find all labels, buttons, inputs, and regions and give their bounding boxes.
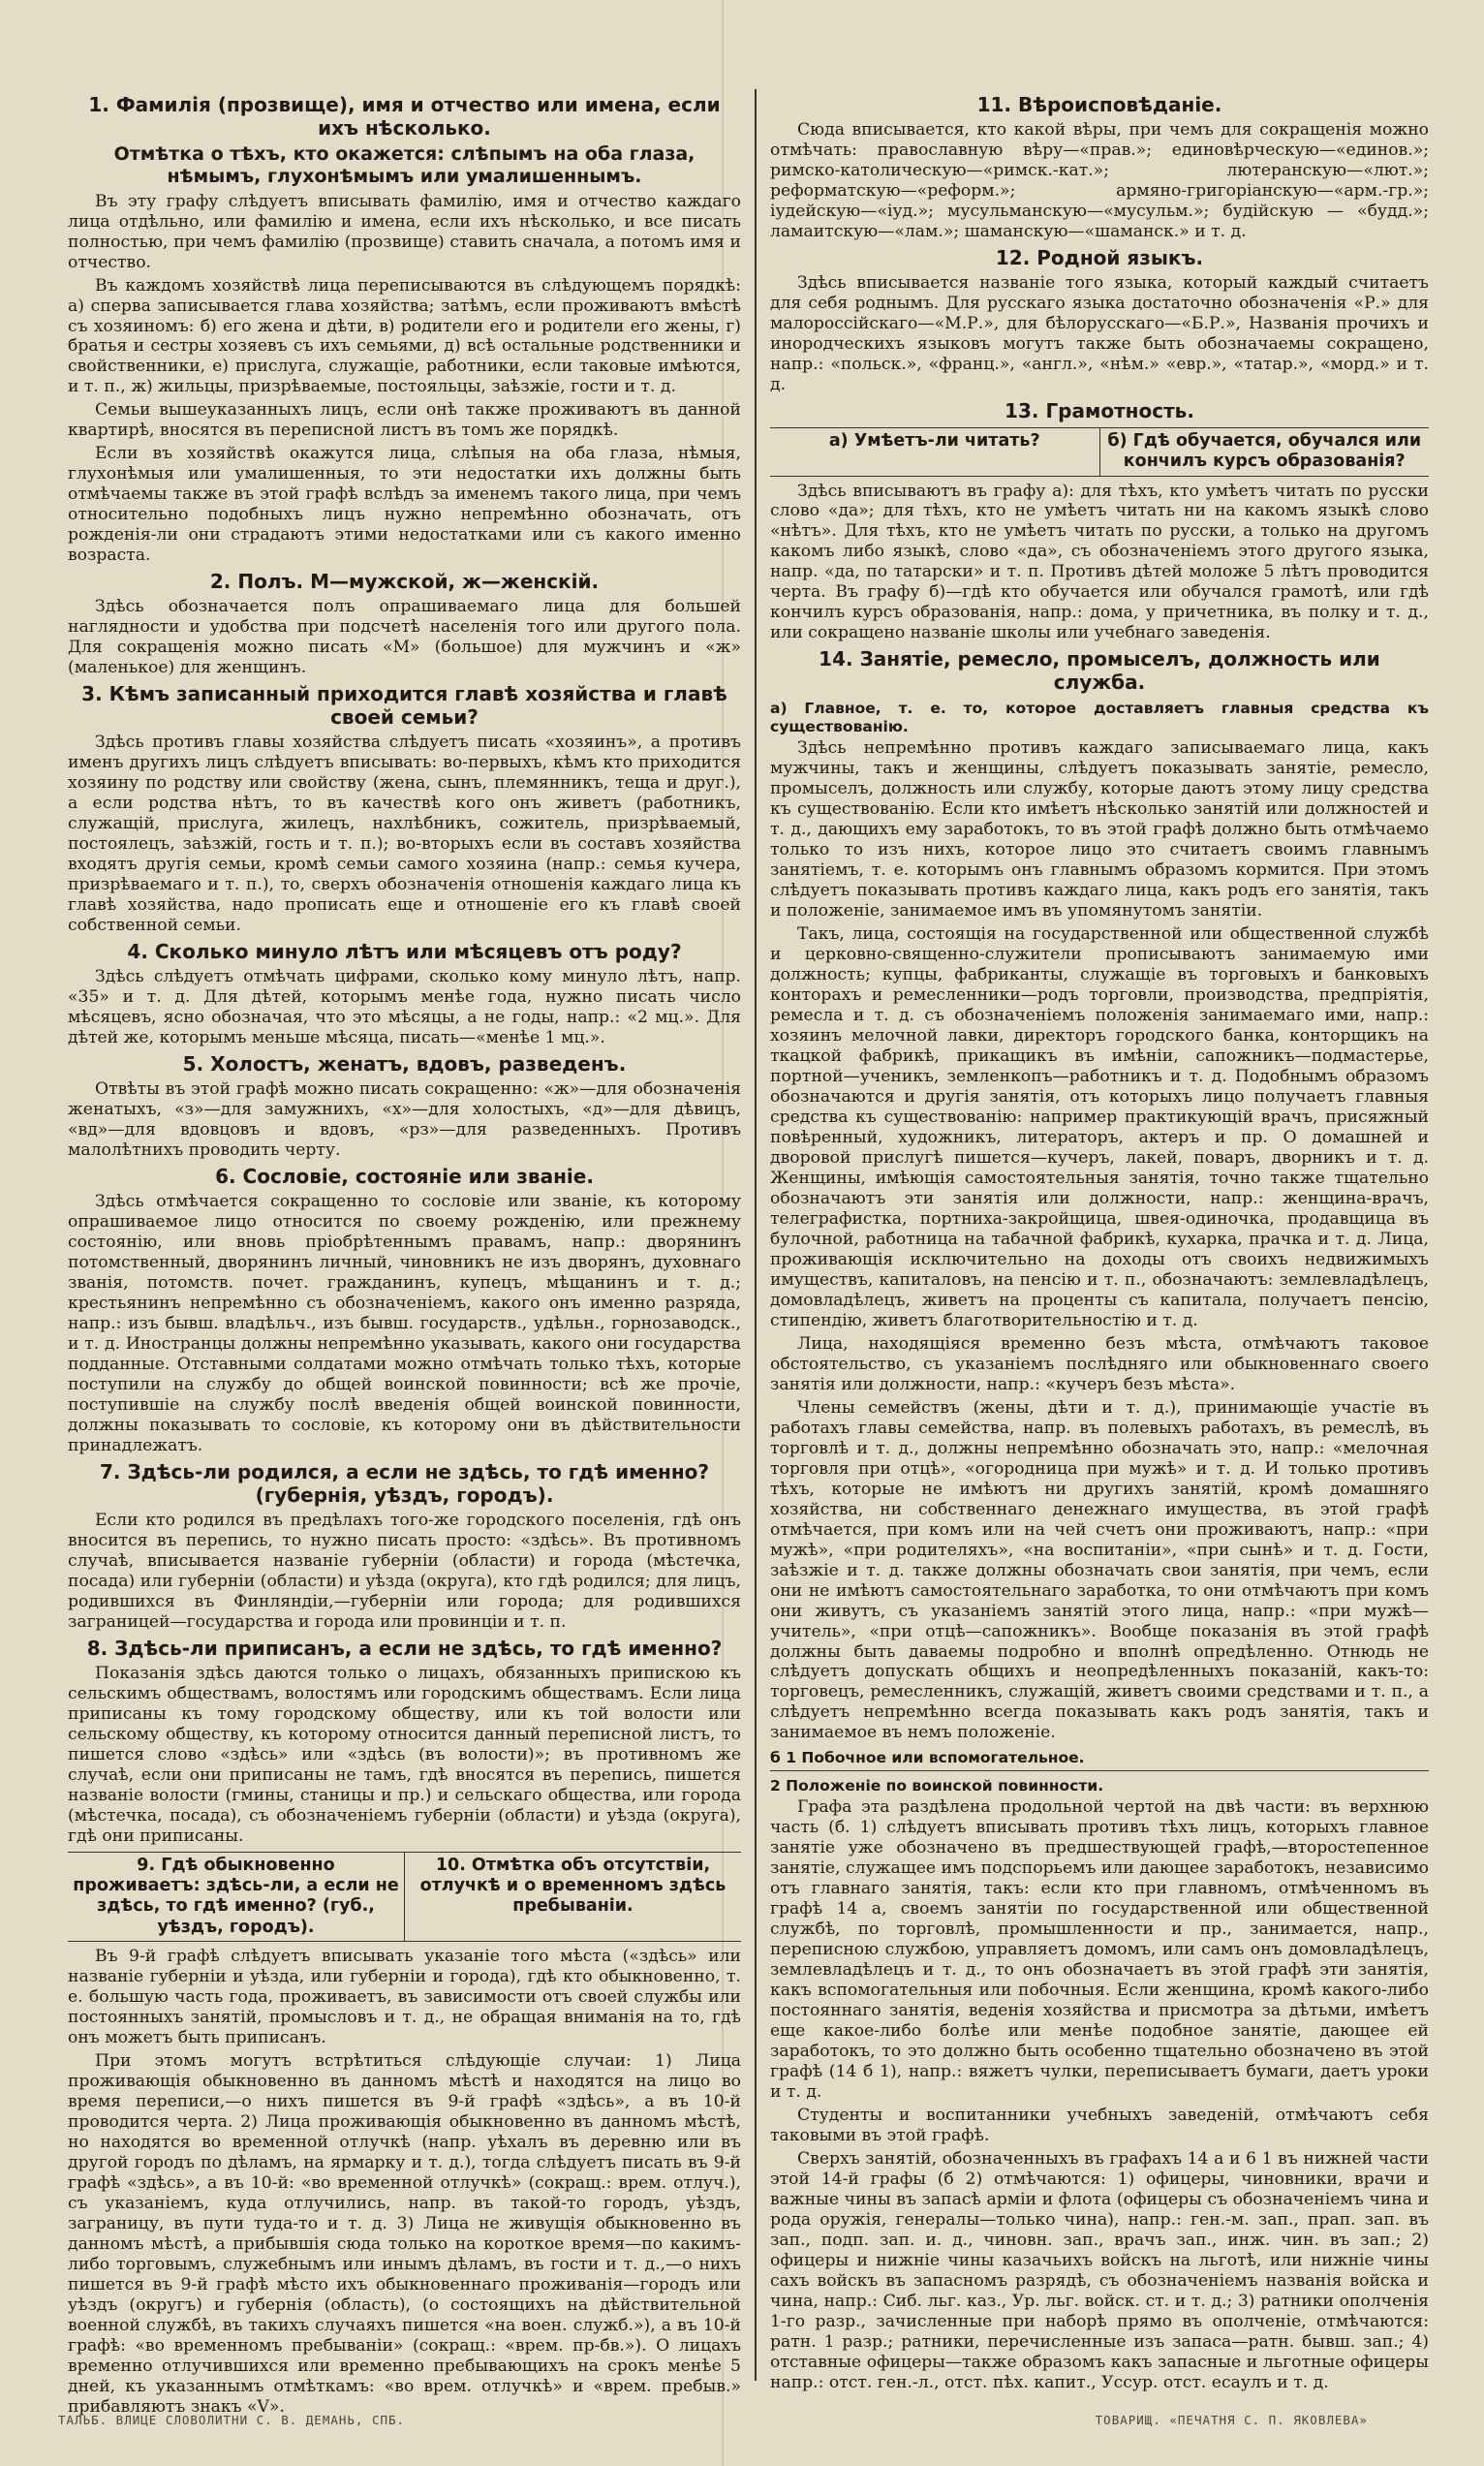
section-2-heading: 2. Полъ. М—мужской, ж—женскій. [209, 570, 600, 594]
right-column [770, 89, 1429, 2396]
section-5-heading: 5. Холостъ, женатъ, вдовъ, разведенъ. [182, 1052, 627, 1077]
section-4-heading: 4. Сколько минуло лѣтъ или мѣсяцевъ отъ роду? [127, 940, 682, 964]
section-13-split-heading [770, 427, 1429, 477]
paragraph: Здѣсь непремѣнно противъ каждаго записываемаго лица, какъ мужчины, такъ и женщины, слѣдуетъ показывать занятіе, ремесло, промыселъ, должность или службу, которые даютъ этому лицу средства къ существованію. Если кто имѣетъ нѣсколько занятій или должностей и т. д., дающихъ ему заработокъ, то въ этой графѣ должно быть отмѣчаемо только то изъ нихъ, которое лицо это считаетъ своимъ главнымъ занятіемъ, т. е. которымъ онъ главнымъ образомъ кормится. При этомъ слѣдуетъ показывать противъ каждаго лица, какъ родъ его занятія, такъ и положеніе, занимаемое имъ въ упомянутомъ занятіи. [770, 738, 1429, 921]
paragraph: Сюда вписывается, кто какой вѣры, при чемъ для сокращенія можно отмѣчать: православную вѣру—«прав.»; единовѣрческую—«единов.»; римско-католическую—«римск.-кат.»; лютеранскую—«лют.»; реформатскую—«реформ.»; армяно-григоріанскую—«арм.-гр.»; іудейскую—«іуд.»; мусульманскую—«мусульм.»; будійскую — «будд.»; ламаитскую—«лам.»; шаманскую—«шаманск.» и т. д. [770, 120, 1429, 241]
paragraph: Графа эта раздѣлена продольной чертой на двѣ части: въ верхнюю часть (б. 1) слѣдуетъ вписывать противъ тѣхъ лицъ, которыхъ главное занятіе уже обозначено въ предшествующей графѣ,—второстепенное занятіе, служащее имъ подспорьемъ или дающее заработокъ, независимо отъ главнаго занятія, такъ: если кто при главномъ, отмѣченномъ въ графѣ 14 а, своемъ занятіи по государственной или общественной службѣ, по торговлѣ, промышленности и пр., занимается, напр., переписною службою, управляетъ домомъ, или самъ онъ домовладѣлецъ, землевладѣлецъ и т. д., то онъ обозначаетъ въ этой графѣ эти занятія, какъ вспомогательныя или побочныя. Если женщина, кромѣ какого-либо постояннаго занятія, веденія хозяйства и присмотра за дѣтьми, имѣетъ еще какое-либо болѣе или менѣе подобное занятіе, дающее ей заработокъ, то это должно быть особенно тщательно обозначено въ этой графѣ (14 б 1), напр.: вяжетъ чулки, переписываетъ бумаги, даетъ уроки и т. д. [770, 1797, 1429, 2103]
paragraph: Семьи вышеуказанныхъ лицъ, если онѣ также проживаютъ въ данной квартирѣ, вносятся въ переписной листъ въ томъ же порядкѣ. [68, 400, 741, 441]
column-divider [755, 89, 757, 2381]
paragraph: Такъ, лица, состоящія на государственной или общественной службѣ и церковно-священно-служители прописываютъ занимаемую ими должность; купцы, фабриканты, служащіе въ торговыхъ и банковыхъ конторахъ и ремесленники—родъ торговли, производства, предпріятія, ремесла и т. д. съ обозначеніемъ положенія занимаемаго ими, напр.: хозяинъ мелочной лавки, директоръ городского банка, конторщикъ на ткацкой фабрикѣ, прикащикъ въ имѣніи, сапожникъ—подмастерье, портной—ученикъ, земленкопъ—работникъ и т. д. Подобнымъ образомъ обозначаются и другія занятія, отъ которыхъ лицо получаетъ главныя средства къ существованію: например практикующій врачъ, присяжный повѣренный, художникъ, литераторъ, актеръ и пр. О домашней и дворовой прислугѣ пишется—кучеръ, лакей, поваръ, дворникъ и т. д. Женщины, имѣющія самостоятельныя занятія, точно также тщательно обозначаютъ эти занятія или должности, напр.: женщина-врачъ, телеграфистка, портниха-закройщица, швея-одиночка, продавщица въ булочной, работница на табачной фабрикѣ, кухарка, прачка и т. д. Лица, проживающія исключительно на доходы отъ своихъ недвижимыхъ имуществъ, капиталовъ, на пенсію и т. п., обозначаютъ: землевладѣлецъ, домовладѣлецъ, живетъ на проценты съ капитала, получаетъ пенсію, стипендію, живетъ благотворительностію и т. д. [770, 924, 1429, 1330]
paragraph: Въ эту графу слѣдуетъ вписывать фамилію, имя и отчество каждаго лица отдѣльно, или фамилію и имена, если ихъ нѣсколько, и все писать полностью, при чемъ фамилію (прозвище) ставить сначала, а потомъ имя и отчество. [68, 191, 741, 272]
section-13b-heading: б) Гдѣ обучается, обучался или кончилъ курсъ образованія? [1099, 428, 1430, 476]
section-14a-subheading: а) Главное, т. е. то, которое доставляетъ главныя средства къ существованію. [770, 700, 1429, 736]
section-9-heading: 9. Гдѣ обыкновенно проживаетъ: здѣсь-ли, а если не здѣсь, то гдѣ именно? (губ., уѣздъ, городъ). [73, 1855, 399, 1937]
paragraph: Отвѣты въ этой графѣ можно писать сокращенно: «ж»—для обозначенія женатыхъ, «з»—для замужнихъ, «х»—для холостыхъ, «д»—для дѣвицъ, «вд»—для вдовцовъ и вдовъ, «рз»—для разведенныхъ. Противъ малолѣтнихъ проводить черту. [68, 1079, 741, 1160]
paragraph: Если кто родился въ предѣлахъ того-же городского поселенія, гдѣ онъ вносится въ перепись, то нужно писать просто: «здѣсь». Въ противномъ случаѣ, вписывается названіе губерніи (области) и города (мѣстечка, посада) или губерніи (области) и уѣзда (округа), кто гдѣ родился; для лицъ, родившихся въ Финляндіи,—губерніи или города; для родившихся заграницей—государства и города или провинціи и т. п. [68, 1510, 741, 1632]
left-column [68, 89, 741, 2420]
paragraph: Студенты и воспитанники учебныхъ заведеній, отмѣчаютъ себя таковыми въ этой графѣ. [770, 2106, 1429, 2145]
section-1-subheading: Отмѣтка о тѣхъ, кто окажется: слѣпымъ на оба глаза, нѣмымъ, глухонѣмымъ или умалишеннымъ. [113, 143, 696, 187]
section-12-heading: 12. Родной языкъ. [995, 245, 1204, 269]
section-1-heading: 1. Фамилія (прозвище), имя и отчество или имена, если ихъ нѣсколько. [88, 93, 721, 140]
paragraph: Здѣсь противъ главы хозяйства слѣдуетъ писать «хозяинъ», а противъ именъ другихъ лицъ слѣдуетъ вписывать: во-первыхъ, кѣмъ кто приходится хозяину по родству или свойству (жена, сынъ, племянникъ, теща и друг.), а если родства нѣтъ, то въ качествѣ кого онъ живетъ (работникъ, служащій, прислуга, жилецъ, нахлѣбникъ, сожитель, призрѣваемый, постоялецъ, заѣзжій, гость и т. п.); во-вторыхъ если въ составъ хозяйства входятъ другія семьи, кромѣ семьи самого хозяина (напр.: семья кучера, призрѣваемаго и т. п.), то, сверхъ обозначенія отношенія каждаго лица къ главѣ хозяйства, надо прописать еще и отношеніе его къ главѣ своей собственной семьи. [68, 733, 741, 936]
paragraph: Здѣсь отмѣчается сокращенно то сословіе или званіе, къ которому опрашиваемое лицо относится по своему рожденію, или прежнему состоянію, или вновь пріобрѣтеннымъ правамъ, напр.: дворянинъ потомственный, дворянинъ личный, чиновникъ не изъ дворянъ, духовнаго званія, потомств. почет. гражданинъ, купецъ, мѣщанинъ и т. д.; крестьянинъ непремѣнно съ обозначеніемъ, какого онъ именно разряда, напр.: изъ бывш. владѣльч., изъ бывш. государств., удѣльн., горнозаводск., и т. д. Иностранцы должны непремѣнно указывать, какого они государства подданные. Отставными солдатами можно отмѣчать только тѣхъ, которые поступили на службу до общей воинской повинности; всѣ же прочіе, поступившіе на службу послѣ введенія общей воинской повинности, должны показывать то сословіе, къ которому они въ дѣйствительности принадлежатъ. [68, 1191, 741, 1455]
section-10-heading: 10. Отмѣтка объ отсутствіи, отлучкѣ и о временномъ здѣсь пребываніи. [404, 1853, 741, 1941]
section-3-heading: 3. Кѣмъ записанный приходится главѣ хозяйства и главѣ своей семьи? [81, 682, 727, 730]
section-7-heading: 7. Здѣсь-ли родился, а если не здѣсь, то гдѣ именно? (губернія, уѣздъ, городъ). [100, 1459, 709, 1507]
rule [770, 1770, 1429, 1771]
paragraph: Если въ хозяйствѣ окажутся лица, слѣпыя на оба глаза, нѣмыя, глухонѣмыя или умалишенныя, то эти недостатки ихъ должны быть отмѣчаемы также въ этой графѣ вслѣдъ за именемъ такого лица, при чемъ относительно подобныхъ лицъ нужно непремѣнно обозначать, отъ рожденія-ли они страдаютъ этими недостатками или съ какого именно возраста. [68, 444, 741, 566]
section-13a-heading: а) Умѣетъ-ли читать? [828, 430, 1040, 451]
section-8-heading: 8. Здѣсь-ли приписанъ, а если не здѣсь, то гдѣ именно? [86, 1636, 723, 1660]
paragraph: Сверхъ занятій, обозначенныхъ въ графахъ 14 а и 6 1 въ нижней части этой 14-й графы (б 2) отмѣчаются: 1) офицеры, чиновники, врачи и важные чины въ запасѣ арміи и флота (офицеры съ обозначеніемъ чина и рода оружія, генералы—только чина), напр.: ген.-м. зап., прап. зап. въ зап., подп. зап. и. д., чиновн. зап., врачъ зап., инж. чин. въ зап.; 2) офицеры и нижніе чины казачьихъ войскъ на льготѣ, или нижніе чины сахъ войскъ въ запасномъ разрядѣ, съ обозначеніемъ названія войска и чина, напр.: Сиб. льг. каз., Ур. льг. войск. ст. и т. д.; 3) ратники ополченія 1-го разр., зачисленные при наборѣ прямо въ ополченіе, отмѣчаются: ратн. 1 разр.; ратники, перечисленные изъ запаса—ратн. бывш. зап.; 4) отставные офицеры—также образомъ какъ запасные и льготные офицеры напр.: отст. ген.-л., отст. пѣх. капит., Уссур. отст. есаулъ и т. д. [770, 2148, 1429, 2392]
paragraph: Члены семействъ (жены, дѣти и т. д.), принимающіе участіе въ работахъ главы семейства, напр. въ полевыхъ работахъ, въ ремеслѣ, въ торговлѣ и т. д., должны непремѣнно обозначать это, напр.: «мелочная торговля при отцѣ», «огородница при мужѣ» и т. д. И только противъ тѣхъ, которые не имѣютъ ни другихъ занятій, кромѣ домашняго хозяйства, ни собственнаго денежнаго имущества, въ этой графѣ отмѣчается, при комъ или на чей счетъ они проживаютъ, напр.: «при мужѣ», «при родителяхъ», «на воспитаніи», «при сынѣ» и т. д. Гости, заѣзжіе и т. д. также должны обозначать свои занятія, при чемъ, если они не имѣютъ самостоятельнаго заработка, то они отмѣчаютъ при комъ они живутъ, съ указаніемъ занятій этого лица, напр.: «при мужѣ—учитель», «при отцѣ—сапожникъ». Вообще показанія въ этой графѣ должны быть даваемы подробно и вполнѣ опредѣленно. Отнюдь не слѣдуетъ допускать общихъ и неопредѣленныхъ показаній, какъ-то: торговецъ, ремесленникъ, служащій, живетъ своими средствами и т. п., а слѣдуетъ непремѣнно всегда показывать какъ родъ занятія, такъ и занимаемое въ немъ положеніе. [770, 1397, 1429, 1743]
section-14b1-subheading: б 1 Побочное или вспомогательное. [770, 1749, 1085, 1767]
section-14b2-subheading: 2 Положеніе по воинской повинности. [770, 1777, 1104, 1795]
paragraph: Въ каждомъ хозяйствѣ лица переписываются въ слѣдующемъ порядкѣ: а) сперва записывается глава хозяйства; затѣмъ, если проживаютъ вмѣстѣ съ хозяиномъ: б) его жена и дѣти, в) родители его и родители его жены, г) братья и сестры хозяевъ съ ихъ семьями, д) всѣ остальные родственники и свойственники, е) прислуга, служащіе, работники, если таковые имѣются, и т. п., ж) жильцы, призрѣваемые, постояльцы, заѣзжіе, гости и т. д. [68, 275, 741, 397]
paragraph: Здѣсь вписываютъ въ графу а): для тѣхъ, кто умѣетъ читать по русски слово «да»; для тѣхъ, кто не умѣетъ читать ни на какомъ языкѣ слово «нѣтъ». Для тѣхъ, кто не умѣетъ читать по русски, а только на другомъ какомъ либо языкѣ, слово «да», съ обозначеніемъ этого другого языка, напр. «да, по татарски» и т. п. Противъ дѣтей моложе 5 лѣтъ проводится черта. Въ графу б)—гдѣ кто обучается или обучался грамотѣ, или гдѣ кончилъ курсъ образованія, напр.: дома, у причетника, въ полку и т. д., или сокращено названіе школы или учебнаго заведенія. [770, 481, 1429, 643]
paragraph: Здѣсь слѣдуетъ отмѣчать цифрами, сколько кому минуло лѣтъ, напр. «35» и т. д. Для дѣтей, которымъ менѣе года, нужно писать число мѣсяцевъ, ясно обозначая, что это мѣсяцы, а не годы, напр.: «2 мц.». Для дѣтей же, которымъ меньше мѣсяца, писать—«менѣе 1 мц.». [68, 967, 741, 1048]
sections-9-10-split-heading [68, 1852, 741, 1942]
section-14-heading: 14. Занятіе, ремесло, промыселъ, должность или служба. [819, 647, 1380, 695]
section-6-heading: 6. Сословіе, состояніе или званіе. [215, 1164, 594, 1188]
paragraph: Лица, находящіяся временно безъ мѣста, отмѣчаютъ таковое обстоятельство, съ указаніемъ послѣдняго или обыкновеннаго своего занятія или должности, напр.: «кучеръ безъ мѣста». [770, 1333, 1429, 1394]
paragraph: Въ 9-й графѣ слѣдуетъ вписывать указаніе того мѣста («здѣсь» или названіе губерніи и уѣзда, или губерніи и города), гдѣ кто обыкновенно, т. е. большую часть года, проживаетъ, въ зависимости отъ своей службы или постоянныхъ занятій, промысловъ и т. д., не обращая вниманія на то, гдѣ онъ можетъ быть приписанъ. [68, 1946, 741, 2047]
printer-imprint-left: ТАЛЬБ. ВЛИЦЕ СЛОВОЛИТНИ С. В. ДЕМАНЬ, СПБ. [58, 2413, 406, 2427]
paragraph: При этомъ могутъ встрѣтиться слѣдующіе случаи: 1) Лица проживающія обыкновенно въ данномъ мѣстѣ и находятся на лицо во время переписи,—о нихъ пишется въ 9-й графѣ «здѣсь», а въ 10-й проводится черта. 2) Лица проживающія обыкновенно въ данномъ мѣстѣ, но находятся во временной отлучкѣ (напр. уѣхалъ въ деревню или въ другой городъ по дѣламъ, на ярмарку и т. д.), тогда слѣдуетъ писать въ 9-й графѣ «здѣсь», а въ 10-й: «во временной отлучкѣ» (сокращ.: врем. отлуч.), съ указаніемъ, куда отлучились, напр. въ такой-то городъ, уѣздъ, заграницу, въ пути туда-то и т. д. 3) Лица не живущія обыкновенно въ данномъ мѣстѣ, а прибывшія сюда только на короткое время—по какимъ-либо торговымъ, служебнымъ или инымъ дѣламъ, въ гости и т. д.,—о нихъ пишется въ 9-й графѣ мѣсто ихъ обыкновеннаго проживанія—городъ или уѣздъ (округъ) и губернія (область), (о состоящихъ на дѣйствительной военной службѣ, въ такихъ случаяхъ пишется «на воен. служб.»), а въ 10-й графѣ: «во временномъ пребываніи» (сокращ.: «врем. пр-бв.»). О лицахъ временно отлучившихся или временно пребывающихъ на срокъ менѣе 5 дней, къ указаннымъ отмѣткамъ: «во врем. отлучкѣ» и «врем. пребыв.» прибавляютъ знакъ «V». [68, 2050, 741, 2417]
paragraph: Показанія здѣсь даются только о лицахъ, обязанныхъ припискою къ сельскимъ обществамъ, волостямъ или городскимъ обществамъ. Если лица приписаны къ тому городскому обществу, или къ той волости или сельскому обществу, къ которому относится данный переписной листъ, то пишется слово «здѣсь» или «здѣсь (въ волости)»; въ противномъ же случаѣ, если они приписаны не тамъ, гдѣ вносятся въ перепись, пишется названіе волости (гмины, станицы и пр.) и сельскаго общества, или города (мѣстечка, посада), съ обозначеніемъ губерніи (области) и уѣзда (округа), гдѣ они приписаны. [68, 1663, 741, 1846]
paragraph: Здѣсь вписывается названіе того языка, который каждый считаетъ для себя роднымъ. Для русскаго языка достаточно обозначенія «Р.» для малороссійскаго—«М.Р.», для бѣлорусскаго—«Б.Р.», Названія прочихъ и инородческихъ языковъ могутъ также быть обозначаемы сокращено, напр.: «польск.», «франц.», «англ.», «нѣм.» «евр.», «татар.», «морд.» и т. д. [770, 272, 1429, 394]
paragraph: Здѣсь обозначается полъ опрашиваемаго лица для большей наглядности и удобства при подсчетѣ населенія того или другого пола. Для сокращенія можно писать «М» (большое) для мужчинъ и «ж» (маленькое) для женщинъ. [68, 597, 741, 678]
section-13-heading: 13. Грамотность. [1005, 398, 1194, 422]
section-11-heading: 11. Вѣроисповѣданіе. [976, 93, 1222, 116]
printer-imprint-right: ТОВАРИЩ. «ПЕЧАТНЯ С. П. ЯКОВЛЕВА» [1095, 2413, 1368, 2427]
